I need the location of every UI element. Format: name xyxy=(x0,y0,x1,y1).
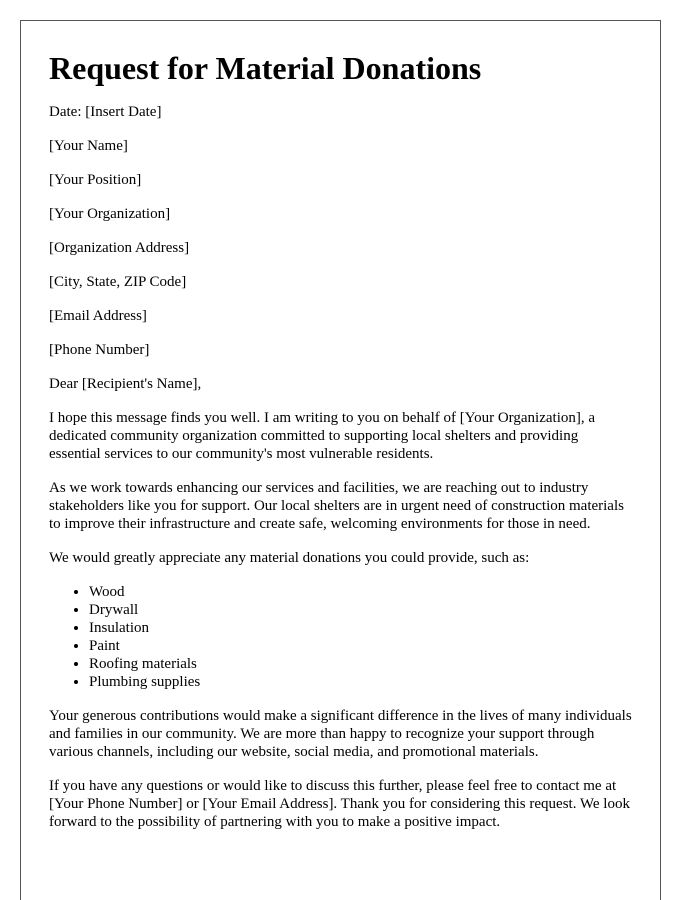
list-item: • Wood xyxy=(89,583,632,601)
materials-list xyxy=(49,583,632,691)
sender-phone: [Phone Number] xyxy=(49,342,150,358)
letter-title: Request for Material Donations xyxy=(49,50,482,86)
list-item: • Drywall xyxy=(89,601,632,619)
need-paragraph: As we work towards enhancing our services and facilities, we are reaching out to industry stakeholders like you for support. Our local shelters are in urgent need of construction materials to improve their infrastructure and create safe, welcoming environments for those in need. xyxy=(49,480,624,532)
impact-paragraph: Your generous contributions would make a significant difference in the lives of many individuals and families in our community. We are more than happy to recognize your support through various channels, including our website, social media, and promotional materials. xyxy=(49,708,632,760)
letter-page xyxy=(20,20,661,900)
request-paragraph: We would greatly appreciate any material donations you could provide, such as: xyxy=(49,550,530,566)
sender-email: [Email Address] xyxy=(49,308,147,324)
sender-name: [Your Name] xyxy=(49,138,128,154)
list-item: • Roofing materials xyxy=(89,655,632,673)
salutation: Dear [Recipient's Name], xyxy=(49,376,202,392)
date-line: Date: [Insert Date] xyxy=(49,104,162,120)
list-item: • Insulation xyxy=(89,619,632,637)
sender-address: [Organization Address] xyxy=(49,240,190,256)
sender-organization: [Your Organization] xyxy=(49,206,171,222)
sender-position: [Your Position] xyxy=(49,172,142,188)
sender-city-state-zip: [City, State, ZIP Code] xyxy=(49,274,187,290)
list-item: • Paint xyxy=(89,637,632,655)
list-item: • Plumbing supplies xyxy=(89,673,632,691)
contact-paragraph: If you have any questions or would like to discuss this further, please feel free to contact me at [Your Phone Number] or [Your Email Address]. Thank you for considering this request. We look forward to the possibility of partnering with you to make a positive impact. xyxy=(49,778,630,830)
intro-paragraph: I hope this message finds you well. I am writing to you on behalf of [Your Organization], a dedicated community organization committed to supporting local shelters and providing essential services to our community's most vulnerable residents. xyxy=(49,410,596,462)
